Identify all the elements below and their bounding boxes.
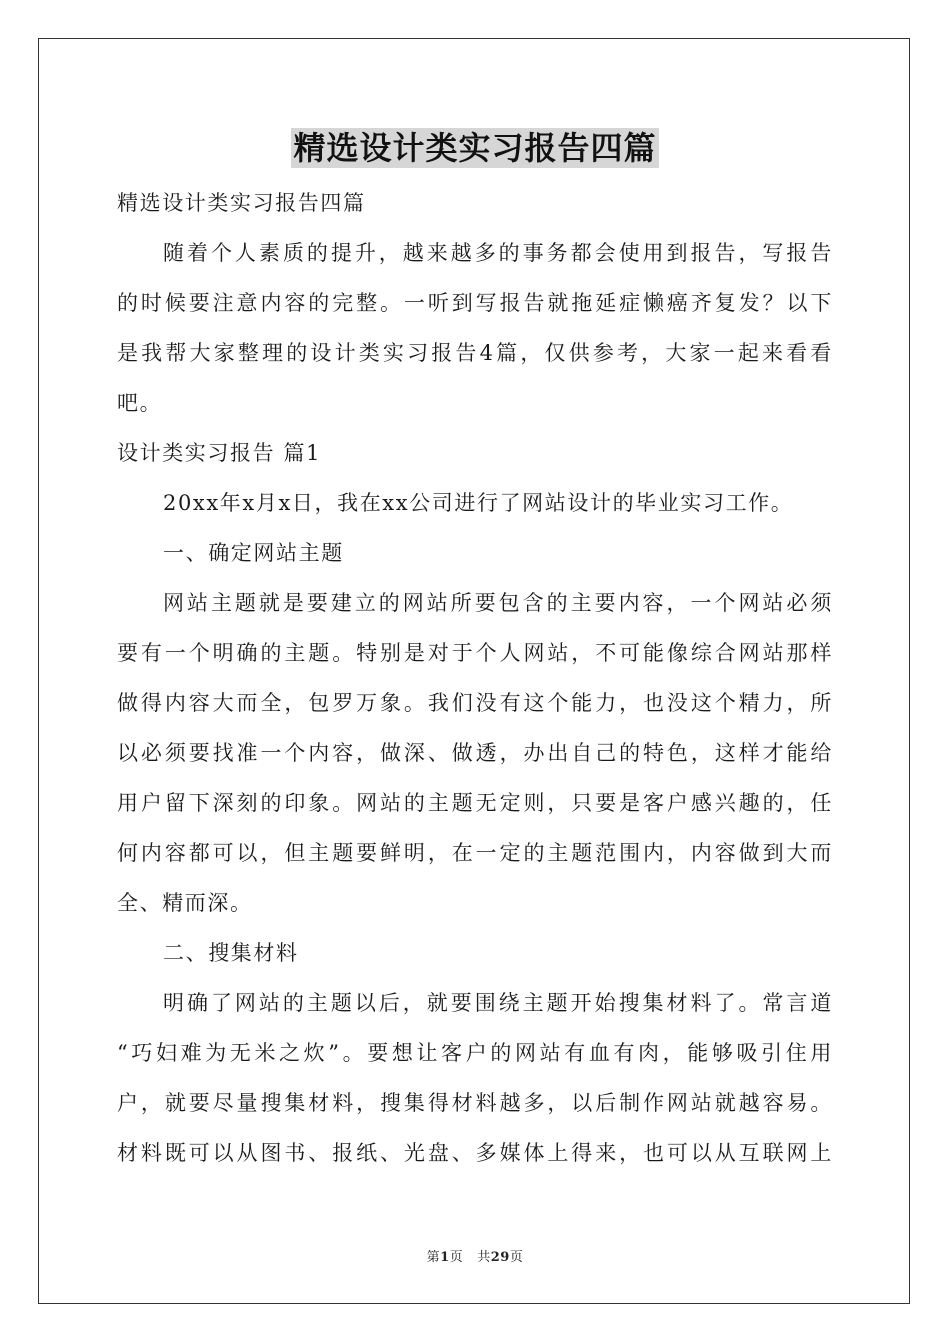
section-heading: 设计类实习报告 篇1 xyxy=(117,441,322,465)
page-total-number: 29 xyxy=(490,1250,510,1265)
subsection-heading: 一、确定网站主题 xyxy=(163,541,344,565)
paragraph-line: 是我帮大家整理的设计类实习报告4篇，仅供参考，大家一起来看看 xyxy=(117,341,833,365)
paragraph-line: 吧。 xyxy=(117,391,163,415)
paragraph-line: 网站主题就是要建立的网站所要包含的主要内容，一个网站必须 xyxy=(163,591,833,615)
document-title: 精选设计类实习报告四篇 xyxy=(293,129,657,167)
paragraph-line: 以必须要找准一个内容，做深、做透，办出自己的特色，这样才能给 xyxy=(117,741,833,765)
paragraph-line: 全、精而深。 xyxy=(117,891,253,915)
paragraph-line: 要有一个明确的主题。特别是对于个人网站，不可能像综合网站那样 xyxy=(117,641,833,665)
paragraph-line: 20xx年x月x日，我在xx公司进行了网站设计的毕业实习工作。 xyxy=(163,491,794,515)
total-prefix: 共 xyxy=(477,1250,491,1265)
page-suffix: 页 xyxy=(449,1250,464,1265)
paragraph-line: 材料既可以从图书、报纸、光盘、多媒体上得来，也可以从互联网上 xyxy=(117,1141,833,1165)
subsection-heading: 二、搜集材料 xyxy=(163,941,299,965)
page-current-number: 1 xyxy=(440,1250,450,1265)
paragraph-line: 的时候要注意内容的完整。一听到写报告就拖延症懒癌齐复发？以下 xyxy=(117,291,833,315)
subtitle-line: 精选设计类实习报告四篇 xyxy=(117,191,366,215)
total-suffix: 页 xyxy=(509,1250,524,1265)
page-prefix: 第 xyxy=(426,1250,441,1265)
paragraph-line: 户，就要尽量搜集材料，搜集得材料越多，以后制作网站就越容易。 xyxy=(117,1091,833,1115)
paragraph-line: 用户留下深刻的印象。网站的主题无定则，只要是客户感兴趣的，任 xyxy=(117,791,833,815)
page-footer xyxy=(0,1246,950,1265)
paragraph-line: 做得内容大而全，包罗万象。我们没有这个能力，也没这个精力，所 xyxy=(117,691,833,715)
paragraph-line: 何内容都可以，但主题要鲜明，在一定的主题范围内，内容做到大而 xyxy=(117,841,833,865)
paragraph-line: 明确了网站的主题以后，就要围绕主题开始搜集材料了。常言道 xyxy=(163,991,833,1015)
title-container xyxy=(0,128,950,168)
document-body xyxy=(117,178,833,1178)
paragraph-line: “巧妇难为无米之炊”。要想让客户的网站有血有肉，能够吸引住用 xyxy=(117,1041,833,1065)
paragraph-line: 随着个人素质的提升，越来越多的事务都会使用到报告，写报告 xyxy=(163,241,833,265)
